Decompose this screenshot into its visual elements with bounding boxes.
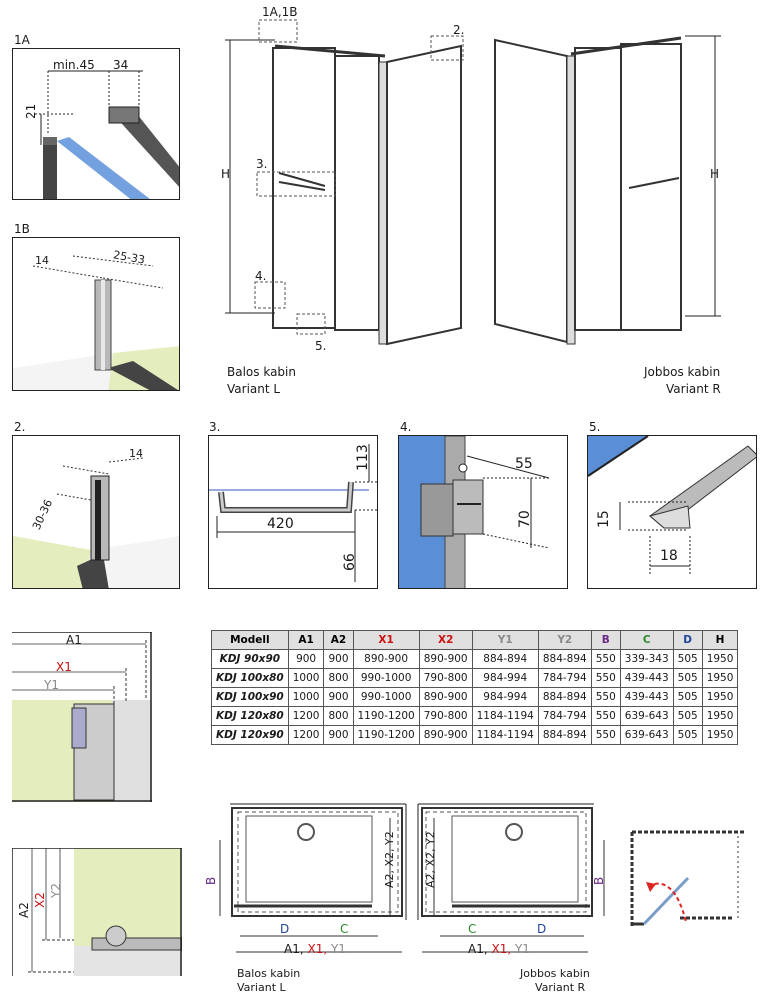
value-cell: 800 xyxy=(324,707,353,726)
detail-1a-min: min.45 xyxy=(53,58,95,72)
detail-5-a: 15 xyxy=(596,510,612,528)
plan-right-side: A2, X2, Y2 xyxy=(424,831,437,888)
detail-1b-b: 25-33 xyxy=(112,248,146,267)
section-b-panel xyxy=(12,848,182,976)
value-cell: 1950 xyxy=(702,688,738,707)
table-row xyxy=(212,707,738,726)
left-caption-2: Variant L xyxy=(227,382,281,396)
detail-4-b: 70 xyxy=(517,510,533,528)
plan-drawings xyxy=(200,800,620,960)
value-cell: 639-643 xyxy=(620,726,673,745)
plan-right-a1: A1, xyxy=(468,942,492,956)
section-b-drawing xyxy=(12,848,182,976)
model-cell: KDJ 100x80 xyxy=(212,669,289,688)
elevation-drawings xyxy=(215,18,735,348)
value-cell: 550 xyxy=(591,726,620,745)
detail-1a-height: 21 xyxy=(24,103,38,119)
plan-right-y1: Y1 xyxy=(514,942,530,956)
callout-2: 2. xyxy=(453,23,465,37)
value-cell: 1190-1200 xyxy=(353,707,419,726)
value-cell: 505 xyxy=(673,726,702,745)
value-cell: 900 xyxy=(324,688,353,707)
value-cell: 1184-1194 xyxy=(472,726,538,745)
detail-5-drawing xyxy=(588,436,757,589)
section-b-a2: A2 xyxy=(17,902,31,918)
value-cell: 550 xyxy=(591,669,620,688)
table-row xyxy=(212,650,738,669)
value-cell: 505 xyxy=(673,688,702,707)
plan-right-c: C xyxy=(468,922,477,936)
plan-left-y1: Y1 xyxy=(330,942,346,956)
header-cell: Modell xyxy=(212,631,289,650)
value-cell: 1950 xyxy=(702,669,738,688)
value-cell: 550 xyxy=(591,650,620,669)
height-label-right: H xyxy=(710,167,720,181)
detail-1b-panel xyxy=(12,237,180,391)
callout-1a1b: 1A,1B xyxy=(262,5,298,19)
plan-left-caption-1: Balos kabin xyxy=(237,967,301,980)
plan-left-c: C xyxy=(340,922,349,936)
header-cell: Y1 xyxy=(472,631,538,650)
left-caption-1: Balos kabin xyxy=(227,365,296,379)
plan-right-d: D xyxy=(537,922,547,936)
detail-5-b: 18 xyxy=(660,548,678,564)
value-cell: 900 xyxy=(288,650,324,669)
section-a-y1: Y1 xyxy=(44,678,59,692)
value-cell: 884-894 xyxy=(538,650,591,669)
section-b-x2: X2 xyxy=(33,892,47,908)
value-cell: 1200 xyxy=(288,707,324,726)
section-a-a1: A1 xyxy=(66,633,82,647)
model-cell: KDJ 120x90 xyxy=(212,726,289,745)
value-cell: 1950 xyxy=(702,707,738,726)
detail-label-2: 2. xyxy=(14,420,26,434)
value-cell: 439-443 xyxy=(620,669,673,688)
plan-right-x1: X1, xyxy=(491,942,515,956)
table-row xyxy=(212,688,738,707)
value-cell: 984-994 xyxy=(472,669,538,688)
callout-4: 4. xyxy=(255,269,267,283)
callout-5: 5. xyxy=(315,339,327,353)
section-a-x1: X1 xyxy=(56,660,72,674)
detail-3-depth: 66 xyxy=(342,553,358,571)
value-cell: 890-900 xyxy=(419,650,472,669)
value-cell: 984-994 xyxy=(472,688,538,707)
value-cell: 505 xyxy=(673,707,702,726)
callout-3: 3. xyxy=(256,157,268,171)
value-cell: 1950 xyxy=(702,650,738,669)
value-cell: 890-900 xyxy=(419,726,472,745)
section-b-y2: Y2 xyxy=(49,883,63,898)
value-cell: 639-643 xyxy=(620,707,673,726)
header-cell: X1 xyxy=(353,631,419,650)
right-caption-2: Variant R xyxy=(666,382,721,396)
header-cell: B xyxy=(591,631,620,650)
detail-label-5: 5. xyxy=(589,420,601,434)
detail-label-4: 4. xyxy=(400,420,412,434)
value-cell: 505 xyxy=(673,650,702,669)
spec-table xyxy=(211,630,738,745)
header-cell: C xyxy=(620,631,673,650)
detail-label-3: 3. xyxy=(209,420,221,434)
value-cell: 784-794 xyxy=(538,707,591,726)
model-cell: KDJ 120x80 xyxy=(212,707,289,726)
value-cell: 900 xyxy=(324,726,353,745)
value-cell: 890-900 xyxy=(353,650,419,669)
detail-4-a: 55 xyxy=(515,456,533,472)
plan-left-x1: X1, xyxy=(307,942,331,956)
detail-1a-width: 34 xyxy=(113,58,129,72)
value-cell: 800 xyxy=(324,669,353,688)
value-cell: 884-894 xyxy=(538,688,591,707)
value-cell: 1950 xyxy=(702,726,738,745)
detail-1b-a: 14 xyxy=(35,254,49,267)
plan-right-b: B xyxy=(592,876,606,885)
detail-2-a: 14 xyxy=(129,447,143,460)
detail-2-panel xyxy=(12,435,180,589)
plan-left-side: A2, X2, Y2 xyxy=(383,831,396,888)
detail-label-1a: 1A xyxy=(14,33,30,47)
header-cell: X2 xyxy=(419,631,472,650)
value-cell: 900 xyxy=(324,650,353,669)
detail-3-panel xyxy=(208,435,378,589)
value-cell: 1000 xyxy=(288,688,324,707)
door-swing-icon xyxy=(624,826,750,936)
value-cell: 550 xyxy=(591,688,620,707)
detail-4-drawing xyxy=(399,436,568,589)
header-cell: D xyxy=(673,631,702,650)
value-cell: 505 xyxy=(673,669,702,688)
plan-right-bottom xyxy=(468,941,530,957)
detail-5-panel xyxy=(587,435,757,589)
value-cell: 1184-1194 xyxy=(472,707,538,726)
plan-left-caption-2: Variant L xyxy=(237,981,286,994)
detail-1a-panel xyxy=(12,48,180,200)
header-cell: Y2 xyxy=(538,631,591,650)
value-cell: 1190-1200 xyxy=(353,726,419,745)
spec-table-header xyxy=(212,631,738,650)
plan-left-b: B xyxy=(204,876,218,885)
plan-left-a1: A1, xyxy=(284,942,308,956)
detail-3-height: 113 xyxy=(355,444,371,471)
value-cell: 990-1000 xyxy=(353,669,419,688)
model-cell: KDJ 90x90 xyxy=(212,650,289,669)
plan-right-caption-1: Jobbos kabin xyxy=(520,967,590,980)
detail-2-b: 30-36 xyxy=(29,497,56,532)
detail-label-1b: 1B xyxy=(14,222,30,236)
plan-left-bottom xyxy=(284,941,346,957)
value-cell: 784-794 xyxy=(538,669,591,688)
value-cell: 890-900 xyxy=(419,688,472,707)
right-caption-1: Jobbos kabin xyxy=(644,365,721,379)
detail-4-panel xyxy=(398,435,568,589)
height-label-left: H xyxy=(221,167,231,181)
value-cell: 439-443 xyxy=(620,688,673,707)
value-cell: 790-800 xyxy=(419,669,472,688)
model-cell: KDJ 100x90 xyxy=(212,688,289,707)
value-cell: 990-1000 xyxy=(353,688,419,707)
value-cell: 339-343 xyxy=(620,650,673,669)
plan-left-d: D xyxy=(280,922,290,936)
detail-1a-drawing xyxy=(13,49,180,200)
value-cell: 884-894 xyxy=(538,726,591,745)
value-cell: 790-800 xyxy=(419,707,472,726)
value-cell: 1000 xyxy=(288,669,324,688)
table-row xyxy=(212,669,738,688)
table-row xyxy=(212,726,738,745)
header-cell: A2 xyxy=(324,631,353,650)
plan-right-caption-2: Variant R xyxy=(535,981,586,994)
value-cell: 1200 xyxy=(288,726,324,745)
section-a-drawing xyxy=(12,632,152,802)
value-cell: 884-894 xyxy=(472,650,538,669)
detail-3-width: 420 xyxy=(267,516,294,532)
header-cell: A1 xyxy=(288,631,324,650)
header-cell: H xyxy=(702,631,738,650)
section-a-panel xyxy=(12,632,152,802)
value-cell: 550 xyxy=(591,707,620,726)
